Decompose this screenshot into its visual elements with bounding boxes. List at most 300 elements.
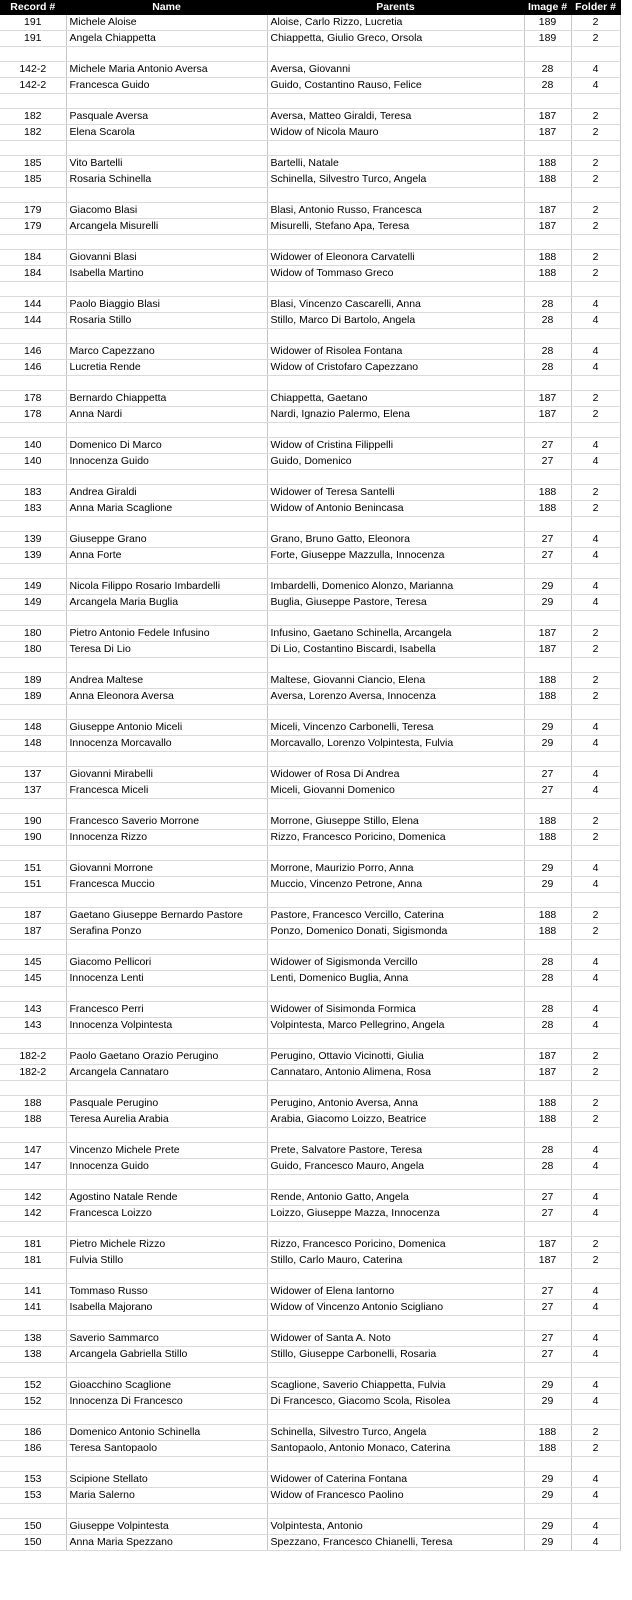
name-cell: Pasquale Perugino [66, 1096, 267, 1112]
empty-cell [66, 752, 267, 767]
record-cell: 183 [0, 485, 66, 501]
empty-cell [0, 611, 66, 626]
parents-cell: Santopaolo, Antonio Monaco, Caterina [267, 1441, 524, 1457]
name-cell: Giuseppe Grano [66, 532, 267, 548]
record-cell: 142-2 [0, 62, 66, 78]
image-cell: 187 [524, 1049, 571, 1065]
empty-cell [66, 1457, 267, 1472]
empty-cell [524, 1457, 571, 1472]
empty-cell [66, 1128, 267, 1143]
spacer-row [0, 141, 620, 156]
empty-cell [66, 846, 267, 861]
folder-cell: 4 [571, 579, 620, 595]
empty-cell [267, 1316, 524, 1331]
table-row [0, 1253, 620, 1269]
empty-cell [571, 752, 620, 767]
image-cell: 27 [524, 1331, 571, 1347]
empty-cell [267, 517, 524, 532]
image-cell: 188 [524, 172, 571, 188]
folder-cell: 2 [571, 642, 620, 658]
record-cell: 184 [0, 266, 66, 282]
table-row [0, 344, 620, 360]
table-row [0, 955, 620, 971]
parents-cell: Widower of Rosa Di Andrea [267, 767, 524, 783]
name-cell: Innocenza Guido [66, 454, 267, 470]
image-cell: 29 [524, 736, 571, 752]
folder-cell: 2 [571, 830, 620, 846]
parents-cell: Aloise, Carlo Rizzo, Lucretia [267, 15, 524, 31]
image-cell: 28 [524, 1159, 571, 1175]
record-cell: 143 [0, 1018, 66, 1034]
table-row [0, 1284, 620, 1300]
table-row [0, 1425, 620, 1441]
name-cell: Giacomo Blasi [66, 203, 267, 219]
folder-cell: 2 [571, 626, 620, 642]
name-cell: Teresa Di Lio [66, 642, 267, 658]
records-body [0, 15, 620, 1551]
folder-cell: 2 [571, 407, 620, 423]
image-cell: 29 [524, 1378, 571, 1394]
empty-cell [66, 376, 267, 391]
parents-cell: Widow of Francesco Paolino [267, 1488, 524, 1504]
record-cell: 184 [0, 250, 66, 266]
record-cell: 146 [0, 344, 66, 360]
name-cell: Tommaso Russo [66, 1284, 267, 1300]
record-cell: 140 [0, 454, 66, 470]
parents-cell: Widower of Santa A. Noto [267, 1331, 524, 1347]
image-cell: 188 [524, 250, 571, 266]
empty-cell [524, 47, 571, 62]
spacer-row [0, 1269, 620, 1284]
folder-cell: 4 [571, 955, 620, 971]
header-image: Image # [524, 0, 571, 15]
image-cell: 29 [524, 861, 571, 877]
image-cell: 189 [524, 15, 571, 31]
empty-cell [524, 799, 571, 814]
folder-cell: 4 [571, 595, 620, 611]
spacer-row [0, 470, 620, 485]
record-cell: 149 [0, 579, 66, 595]
record-cell: 139 [0, 548, 66, 564]
parents-cell: Stillo, Giuseppe Carbonelli, Rosaria [267, 1347, 524, 1363]
empty-cell [267, 1457, 524, 1472]
empty-cell [571, 1457, 620, 1472]
empty-cell [66, 141, 267, 156]
parents-cell: Stillo, Carlo Mauro, Caterina [267, 1253, 524, 1269]
record-cell: 147 [0, 1143, 66, 1159]
table-row [0, 15, 620, 31]
table-row [0, 1159, 620, 1175]
parents-cell: Widower of Risolea Fontana [267, 344, 524, 360]
parents-cell: Chiappetta, Giulio Greco, Orsola [267, 31, 524, 47]
empty-cell [0, 188, 66, 203]
empty-cell [267, 141, 524, 156]
empty-cell [524, 1034, 571, 1049]
table-row [0, 391, 620, 407]
folder-cell: 4 [571, 297, 620, 313]
parents-cell: Widower of Caterina Fontana [267, 1472, 524, 1488]
parents-cell: Perugino, Antonio Aversa, Anna [267, 1096, 524, 1112]
empty-cell [571, 1222, 620, 1237]
name-cell: Giovanni Blasi [66, 250, 267, 266]
folder-cell: 2 [571, 219, 620, 235]
parents-cell: Volpintesta, Antonio [267, 1519, 524, 1535]
table-row [0, 1331, 620, 1347]
parents-cell: Volpintesta, Marco Pellegrino, Angela [267, 1018, 524, 1034]
table-row [0, 1206, 620, 1222]
empty-cell [267, 846, 524, 861]
name-cell: Isabella Majorano [66, 1300, 267, 1316]
empty-cell [524, 705, 571, 720]
empty-cell [524, 141, 571, 156]
empty-cell [571, 517, 620, 532]
name-cell: Domenico Antonio Schinella [66, 1425, 267, 1441]
empty-cell [571, 1175, 620, 1190]
table-row [0, 783, 620, 799]
parents-cell: Di Francesco, Giacomo Scola, Risolea [267, 1394, 524, 1410]
parents-cell: Aversa, Lorenzo Aversa, Innocenza [267, 689, 524, 705]
record-cell: 141 [0, 1300, 66, 1316]
parents-cell: Chiappetta, Gaetano [267, 391, 524, 407]
parents-cell: Widower of Elena Iantorno [267, 1284, 524, 1300]
image-cell: 29 [524, 1535, 571, 1551]
empty-cell [524, 1222, 571, 1237]
record-cell: 182-2 [0, 1065, 66, 1081]
parents-cell: Guido, Francesco Mauro, Angela [267, 1159, 524, 1175]
image-cell: 27 [524, 532, 571, 548]
empty-cell [267, 1081, 524, 1096]
folder-cell: 2 [571, 689, 620, 705]
record-cell: 137 [0, 783, 66, 799]
folder-cell: 4 [571, 1378, 620, 1394]
record-cell: 142 [0, 1206, 66, 1222]
parents-cell: Arabia, Giacomo Loizzo, Beatrice [267, 1112, 524, 1128]
folder-cell: 4 [571, 1018, 620, 1034]
name-cell: Vincenzo Michele Prete [66, 1143, 267, 1159]
record-cell: 144 [0, 297, 66, 313]
name-cell: Angela Chiappetta [66, 31, 267, 47]
empty-cell [524, 517, 571, 532]
image-cell: 188 [524, 1441, 571, 1457]
spacer-row [0, 752, 620, 767]
record-cell: 188 [0, 1112, 66, 1128]
record-cell: 187 [0, 908, 66, 924]
empty-cell [0, 752, 66, 767]
table-row [0, 1488, 620, 1504]
record-cell: 144 [0, 313, 66, 329]
empty-cell [571, 564, 620, 579]
table-row [0, 31, 620, 47]
parents-cell: Widow of Antonio Benincasa [267, 501, 524, 517]
empty-cell [571, 47, 620, 62]
name-cell: Anna Maria Scaglione [66, 501, 267, 517]
parents-cell: Forte, Giuseppe Mazzulla, Innocenza [267, 548, 524, 564]
empty-cell [267, 423, 524, 438]
spacer-row [0, 1034, 620, 1049]
parents-cell: Grano, Bruno Gatto, Eleonora [267, 532, 524, 548]
record-cell: 153 [0, 1488, 66, 1504]
empty-cell [571, 1081, 620, 1096]
table-row [0, 924, 620, 940]
image-cell: 188 [524, 1112, 571, 1128]
empty-cell [267, 47, 524, 62]
empty-cell [66, 611, 267, 626]
empty-cell [0, 141, 66, 156]
table-row [0, 219, 620, 235]
record-cell: 190 [0, 814, 66, 830]
name-cell: Marco Capezzano [66, 344, 267, 360]
folder-cell: 2 [571, 1096, 620, 1112]
image-cell: 28 [524, 1143, 571, 1159]
empty-cell [524, 329, 571, 344]
parents-cell: Widow of Vincenzo Antonio Scigliano [267, 1300, 524, 1316]
empty-cell [524, 611, 571, 626]
empty-cell [66, 1410, 267, 1425]
empty-cell [267, 188, 524, 203]
folder-cell: 2 [571, 15, 620, 31]
folder-cell: 2 [571, 1253, 620, 1269]
parents-cell: Stillo, Marco Di Bartolo, Angela [267, 313, 524, 329]
parents-cell: Blasi, Vincenzo Cascarelli, Anna [267, 297, 524, 313]
name-cell: Innocenza Lenti [66, 971, 267, 987]
folder-cell: 2 [571, 908, 620, 924]
name-cell: Agostino Natale Rende [66, 1190, 267, 1206]
folder-cell: 2 [571, 485, 620, 501]
folder-cell: 4 [571, 1347, 620, 1363]
empty-cell [571, 799, 620, 814]
name-cell: Andrea Maltese [66, 673, 267, 689]
empty-cell [0, 1363, 66, 1378]
spacer-row [0, 47, 620, 62]
folder-cell: 4 [571, 360, 620, 376]
empty-cell [571, 470, 620, 485]
table-row [0, 1300, 620, 1316]
image-cell: 188 [524, 673, 571, 689]
parents-cell: Infusino, Gaetano Schinella, Arcangela [267, 626, 524, 642]
empty-cell [66, 517, 267, 532]
record-cell: 150 [0, 1519, 66, 1535]
record-cell: 186 [0, 1441, 66, 1457]
parents-cell: Loizzo, Giuseppe Mazza, Innocenza [267, 1206, 524, 1222]
image-cell: 29 [524, 1488, 571, 1504]
record-cell: 181 [0, 1237, 66, 1253]
parents-cell: Widow of Tommaso Greco [267, 266, 524, 282]
header-folder: Folder # [571, 0, 620, 15]
name-cell: Teresa Aurelia Arabia [66, 1112, 267, 1128]
spacer-row [0, 705, 620, 720]
name-cell: Giacomo Pellicori [66, 955, 267, 971]
record-cell: 146 [0, 360, 66, 376]
parents-cell: Aversa, Matteo Giraldi, Teresa [267, 109, 524, 125]
table-row [0, 1018, 620, 1034]
image-cell: 188 [524, 924, 571, 940]
spacer-row [0, 1316, 620, 1331]
name-cell: Francesco Saverio Morrone [66, 814, 267, 830]
empty-cell [0, 282, 66, 297]
record-cell: 142 [0, 1190, 66, 1206]
folder-cell: 4 [571, 1535, 620, 1551]
folder-cell: 4 [571, 971, 620, 987]
record-cell: 152 [0, 1394, 66, 1410]
name-cell: Maria Salerno [66, 1488, 267, 1504]
folder-cell: 4 [571, 1519, 620, 1535]
spacer-row [0, 1128, 620, 1143]
empty-cell [267, 658, 524, 673]
folder-cell: 2 [571, 125, 620, 141]
empty-cell [66, 235, 267, 250]
record-cell: 189 [0, 689, 66, 705]
empty-cell [267, 470, 524, 485]
table-row [0, 250, 620, 266]
folder-cell: 2 [571, 1049, 620, 1065]
folder-cell: 4 [571, 1394, 620, 1410]
empty-cell [0, 564, 66, 579]
empty-cell [66, 94, 267, 109]
empty-cell [571, 423, 620, 438]
folder-cell: 4 [571, 454, 620, 470]
empty-cell [267, 799, 524, 814]
empty-cell [0, 47, 66, 62]
name-cell: Rosaria Stillo [66, 313, 267, 329]
spacer-row [0, 1363, 620, 1378]
record-cell: 141 [0, 1284, 66, 1300]
name-cell: Giovanni Morrone [66, 861, 267, 877]
table-row [0, 1143, 620, 1159]
image-cell: 27 [524, 1284, 571, 1300]
image-cell: 187 [524, 391, 571, 407]
parents-cell: Widow of Cristina Filippelli [267, 438, 524, 454]
name-cell: Anna Eleonora Aversa [66, 689, 267, 705]
name-cell: Gaetano Giuseppe Bernardo Pastore [66, 908, 267, 924]
image-cell: 188 [524, 1425, 571, 1441]
table-row [0, 626, 620, 642]
folder-cell: 2 [571, 31, 620, 47]
empty-cell [0, 470, 66, 485]
header-name: Name [66, 0, 267, 15]
name-cell: Arcangela Maria Buglia [66, 595, 267, 611]
image-cell: 188 [524, 830, 571, 846]
header-parents: Parents [267, 0, 524, 15]
empty-cell [571, 188, 620, 203]
empty-cell [571, 846, 620, 861]
empty-cell [524, 1363, 571, 1378]
folder-cell: 2 [571, 1441, 620, 1457]
table-row [0, 767, 620, 783]
empty-cell [267, 376, 524, 391]
image-cell: 29 [524, 720, 571, 736]
image-cell: 29 [524, 877, 571, 893]
name-cell: Arcangela Gabriella Stillo [66, 1347, 267, 1363]
empty-cell [571, 940, 620, 955]
table-row [0, 407, 620, 423]
empty-cell [0, 1316, 66, 1331]
table-row [0, 971, 620, 987]
parents-cell: Buglia, Giuseppe Pastore, Teresa [267, 595, 524, 611]
parents-cell: Guido, Domenico [267, 454, 524, 470]
empty-cell [571, 1504, 620, 1519]
empty-cell [267, 940, 524, 955]
empty-cell [524, 1269, 571, 1284]
image-cell: 188 [524, 689, 571, 705]
table-row [0, 1049, 620, 1065]
image-cell: 187 [524, 1253, 571, 1269]
spacer-row [0, 94, 620, 109]
empty-cell [571, 235, 620, 250]
name-cell: Pasquale Aversa [66, 109, 267, 125]
empty-cell [524, 235, 571, 250]
parents-cell: Widower of Teresa Santelli [267, 485, 524, 501]
image-cell: 188 [524, 814, 571, 830]
image-cell: 187 [524, 642, 571, 658]
parents-cell: Miceli, Vincenzo Carbonelli, Teresa [267, 720, 524, 736]
empty-cell [0, 235, 66, 250]
parents-cell: Ponzo, Domenico Donati, Sigismonda [267, 924, 524, 940]
folder-cell: 2 [571, 501, 620, 517]
table-row [0, 1112, 620, 1128]
empty-cell [524, 893, 571, 908]
image-cell: 28 [524, 360, 571, 376]
image-cell: 28 [524, 344, 571, 360]
table-row [0, 203, 620, 219]
image-cell: 188 [524, 1096, 571, 1112]
empty-cell [0, 987, 66, 1002]
image-cell: 27 [524, 548, 571, 564]
image-cell: 28 [524, 313, 571, 329]
empty-cell [0, 846, 66, 861]
empty-cell [571, 1363, 620, 1378]
empty-cell [0, 423, 66, 438]
image-cell: 188 [524, 156, 571, 172]
empty-cell [267, 987, 524, 1002]
parents-cell: Miceli, Giovanni Domenico [267, 783, 524, 799]
image-cell: 187 [524, 1065, 571, 1081]
table-row [0, 156, 620, 172]
name-cell: Bernardo Chiappetta [66, 391, 267, 407]
empty-cell [0, 517, 66, 532]
empty-cell [267, 893, 524, 908]
empty-cell [267, 94, 524, 109]
empty-cell [66, 1034, 267, 1049]
image-cell: 29 [524, 1472, 571, 1488]
parents-cell: Rende, Antonio Gatto, Angela [267, 1190, 524, 1206]
record-cell: 178 [0, 407, 66, 423]
table-row [0, 501, 620, 517]
spacer-row [0, 1175, 620, 1190]
table-row [0, 313, 620, 329]
empty-cell [0, 1504, 66, 1519]
empty-cell [267, 611, 524, 626]
image-cell: 187 [524, 1237, 571, 1253]
empty-cell [267, 1175, 524, 1190]
folder-cell: 4 [571, 532, 620, 548]
record-cell: 188 [0, 1096, 66, 1112]
empty-cell [571, 141, 620, 156]
spacer-row [0, 799, 620, 814]
parents-cell: Spezzano, Francesco Chianelli, Teresa [267, 1535, 524, 1551]
parents-cell: Schinella, Silvestro Turco, Angela [267, 172, 524, 188]
empty-cell [66, 1504, 267, 1519]
spacer-row [0, 658, 620, 673]
name-cell: Francesco Perri [66, 1002, 267, 1018]
spacer-row [0, 1457, 620, 1472]
empty-cell [571, 987, 620, 1002]
name-cell: Isabella Martino [66, 266, 267, 282]
record-cell: 191 [0, 31, 66, 47]
empty-cell [524, 1316, 571, 1331]
empty-cell [66, 1175, 267, 1190]
empty-cell [66, 987, 267, 1002]
image-cell: 187 [524, 125, 571, 141]
